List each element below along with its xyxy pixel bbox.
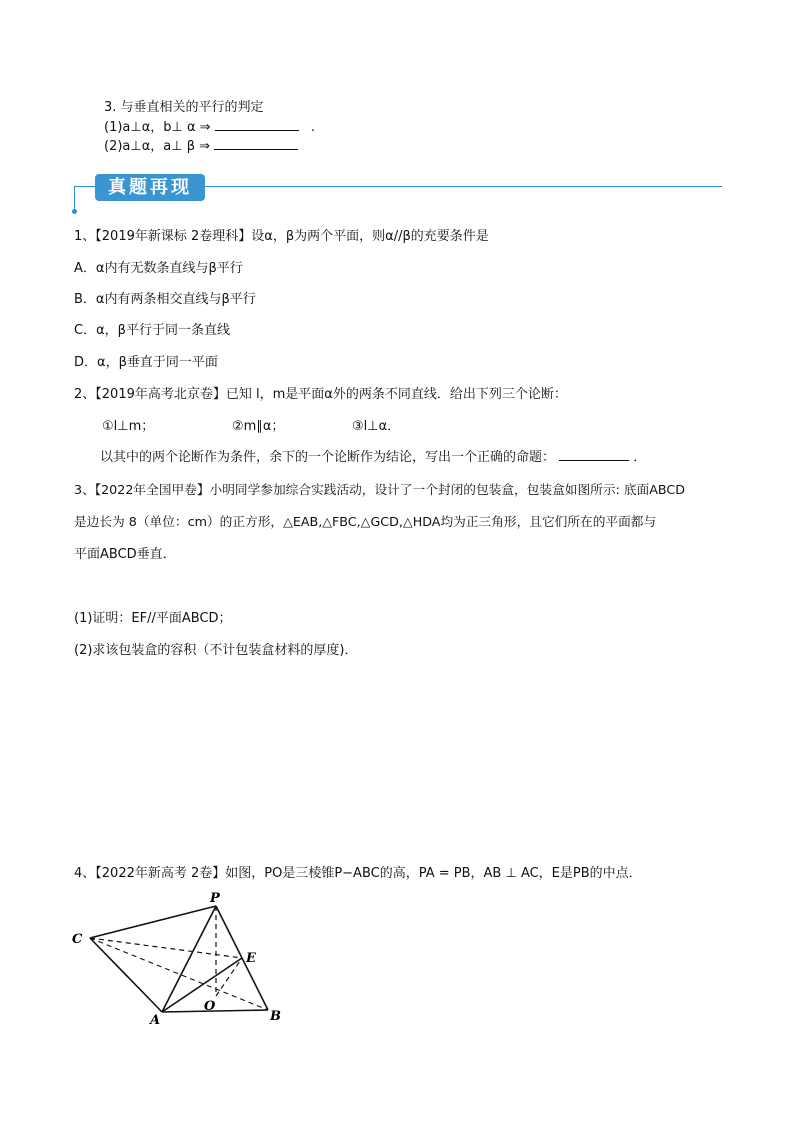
label-b: B	[270, 1009, 281, 1024]
label-p: P	[210, 891, 220, 906]
label-a: A	[150, 1013, 161, 1028]
label-o: O	[204, 999, 216, 1014]
q1-option-d: D．α，β垂直于同一平面	[74, 355, 218, 370]
q3-part-2: (2)求该包装盒的容积（不计包装盒材料的厚度)．	[74, 643, 358, 658]
line-1-text: (1)a⊥α，b⊥ α ⇒	[104, 120, 211, 135]
section-title-dot	[72, 209, 77, 214]
q2-stem: 2、【2019年高考北京卷】已知 l，m是平面α外的两条不同直线．给出下列三个论断：	[74, 387, 567, 402]
q2-option-3: ③l⊥α．	[352, 419, 401, 434]
label-c: C	[72, 932, 83, 947]
q3-part-1: (1)证明：EF//平面ABCD；	[74, 611, 232, 626]
segment-ae	[162, 958, 242, 1012]
q1-option-a: A．α内有无数条直线与β平行	[74, 261, 243, 276]
label-e: E	[246, 951, 256, 966]
q2-tail-text: 以其中的两个论断作为条件，余下的一个论断作为结论，写出一个正确的命题：	[100, 450, 556, 465]
q3-stem-line-1: 3、【2022年全国甲卷】小明同学参加综合实践活动，设计了一个封闭的包装盒，包装盒如图所示: 底面ABCD	[74, 482, 685, 497]
q3-stem-line-3: 平面ABCD垂直．	[74, 547, 176, 562]
q1-option-c: C．α，β平行于同一条直线	[74, 323, 230, 338]
q2-option-1: ①l⊥m；	[102, 419, 155, 434]
answer-blank-1	[215, 117, 299, 131]
q1-option-b: B．α内有两条相交直线与β平行	[74, 292, 256, 307]
q2-tail-end: ．	[633, 450, 647, 465]
edge-ca	[90, 938, 162, 1012]
segment-ce-hidden	[90, 938, 242, 958]
section-line-1	[104, 116, 315, 135]
q3-stem-line-2: 是边长为 8（单位：cm）的正方形，△EAB,△FBC,△GCD,△HDA均为正三角形，且它们所在的平面都与	[74, 514, 657, 529]
tetrahedron-figure	[70, 890, 300, 1030]
q4-stem: 4、【2022年新高考 2卷】如图，PO是三棱锥P−ABC的高，PA = PB，AB ⊥ AC，E是PB的中点．	[74, 866, 642, 881]
q2-answer-blank	[559, 447, 629, 461]
q1-stem: 1、【2019年新课标 2卷理科】设α，β为两个平面，则α//β的充要条件是	[74, 229, 489, 244]
section-line-2	[104, 135, 298, 154]
q2-option-2: ②m∥α；	[232, 419, 285, 434]
q2-tail	[100, 446, 646, 465]
section-title-badge	[95, 174, 205, 201]
line-2-text: (2)a⊥α，a⊥ β ⇒	[104, 139, 211, 154]
section-title: 真题再现	[108, 177, 192, 198]
answer-blank-2	[214, 136, 298, 150]
section-heading: 3. 与垂直相关的平行的判定	[104, 100, 264, 115]
edge-ap	[162, 906, 216, 1012]
segment-oe	[216, 958, 242, 996]
line-1-end: .	[310, 120, 315, 135]
edge-cb-hidden	[90, 938, 268, 1010]
edge-cp	[90, 906, 216, 938]
